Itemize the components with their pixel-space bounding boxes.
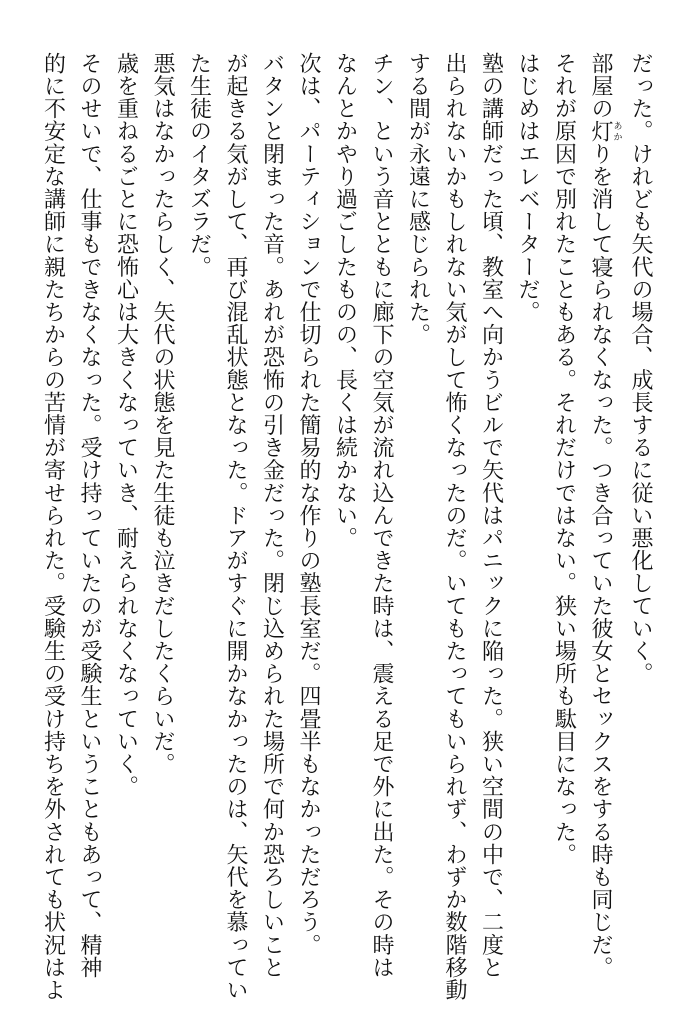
text-line: 悪気はなかったらしく、矢代の状態を見た生徒も泣きだしたくらいだ。 bbox=[150, 52, 175, 776]
text-line: チン、という音とともに廊下の空気が流れ込んできた時は、震える足で外に出た。その時は bbox=[369, 52, 394, 979]
text-segment: 部屋の bbox=[588, 52, 613, 120]
text-line: なんとかやり過ごしたものの、長くは続かない。 bbox=[332, 52, 358, 550]
text-segment: りを消して寝られなくなった。つき合っていた彼女とセックスをする時も同じだ。 bbox=[588, 142, 613, 979]
text-line: 次は、パーティションで仕切られた簡易的な作りの塾長室だ。四畳半もなかっただろう。 bbox=[296, 52, 321, 956]
text-line: そのせいで、仕事もできなくなった。受け持っていたのが受験生ということもあって、精神 bbox=[77, 52, 102, 979]
ruby-reading: あか bbox=[611, 119, 622, 143]
vertical-text-body bbox=[34, 52, 658, 1002]
text-line: が起きる気がして、再び混乱状態となった。ドアがすぐに開かなかったのは、矢代を慕ってい bbox=[223, 52, 248, 1002]
text-line: する間が永遠に感じられた。 bbox=[405, 52, 431, 346]
text-line: 出られないかもしれない気がして怖くなったのだ。いてもたってもいられず、わずか数階移動 bbox=[442, 52, 467, 1002]
text-line: それが原因で別れたこともある。それだけではない。狭い場所も駄目になった。 bbox=[551, 52, 577, 866]
text-line bbox=[582, 52, 622, 979]
text-line: 塾の講師だった頃、教室へ向かうビルで矢代はパニックに陥った。狭い空間の中で、二度と bbox=[478, 52, 504, 979]
text-line: だった。けれども矢代の場合、成長するに従い悪化していく。 bbox=[628, 52, 653, 685]
ruby-annotation bbox=[588, 119, 622, 143]
text-line: 歳を重ねるごとに恐怖心は大きくなっていき、耐えられなくなっていく。 bbox=[113, 52, 139, 798]
text-line: はじめはエレベーターだ。 bbox=[515, 52, 540, 324]
text-line: 的に不安定な講師に親たちからの苦情が寄せられた。受験生の受け持ちを外されても状況はよ bbox=[40, 52, 66, 1002]
text-line: た生徒のイタズラだ。 bbox=[186, 52, 212, 278]
text-line: バタンと閉まった音。あれが恐怖の引き金だった。閉じ込められた場所で何か恐ろしいこと bbox=[259, 52, 285, 979]
ruby-base: 灯 bbox=[588, 119, 613, 143]
